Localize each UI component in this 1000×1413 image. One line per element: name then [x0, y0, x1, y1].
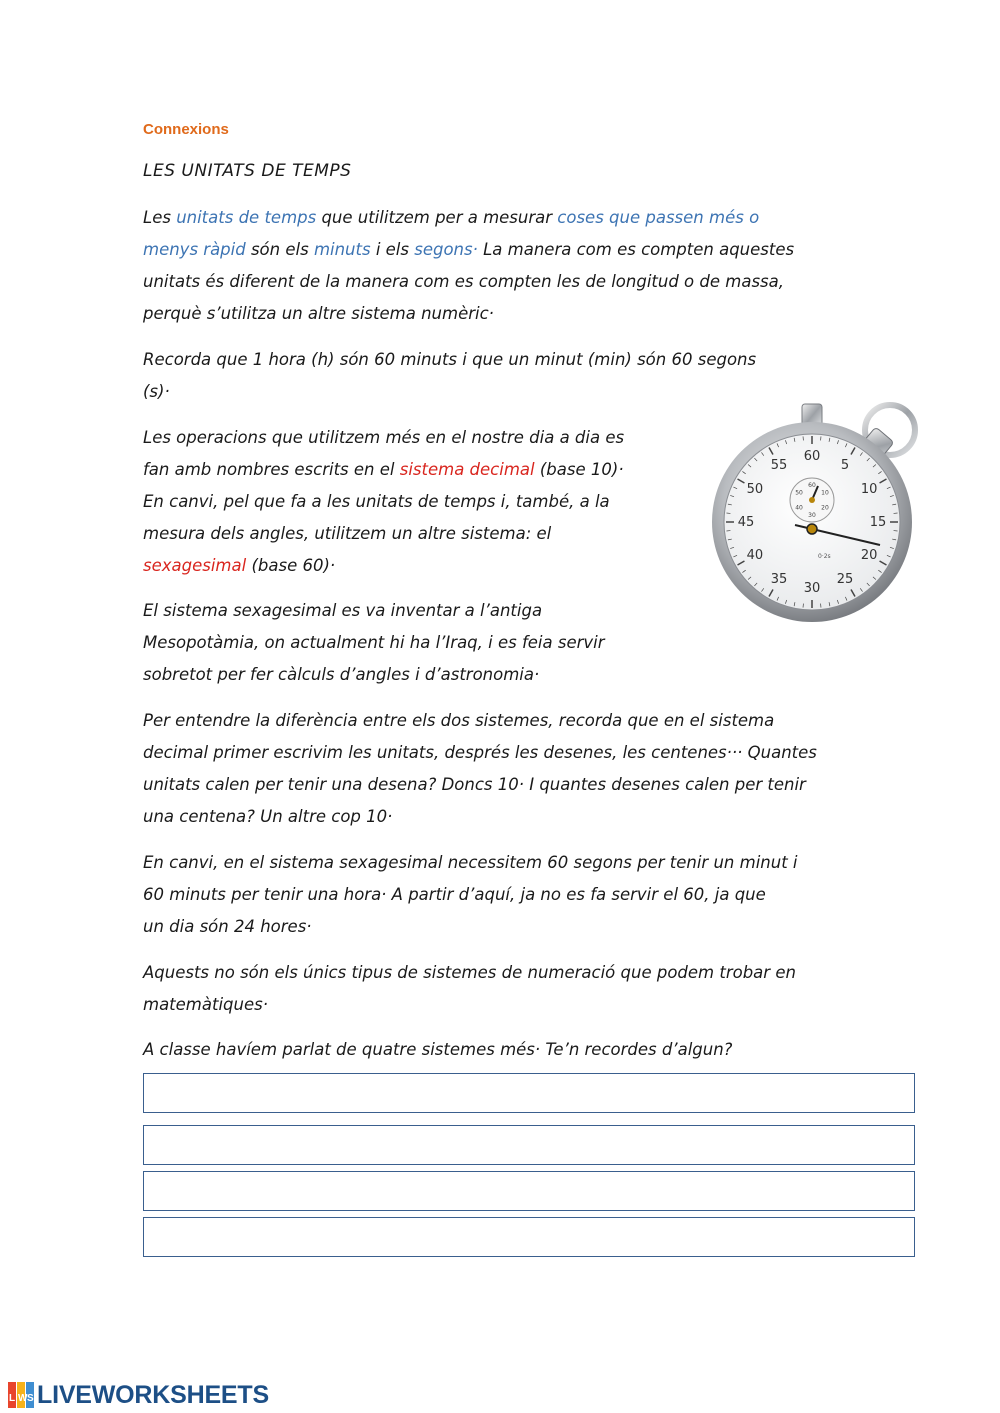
- stopwatch-dial-number: 25: [836, 572, 854, 588]
- question-text: A classe havíem parlat de quatre sistemes més· Te’n recordes d’algun?: [143, 1040, 733, 1059]
- stopwatch-subdial-number: 50: [795, 489, 803, 497]
- footer-brand: [8, 1380, 269, 1410]
- answer-box-3[interactable]: [143, 1171, 915, 1211]
- logo-letter-l: L: [9, 1393, 16, 1404]
- stopwatch-subdial-number: 10: [821, 489, 829, 497]
- stopwatch-dial-number: 60: [803, 449, 821, 464]
- stopwatch-subdial-pivot: [809, 497, 815, 503]
- stopwatch-dial-number: 30: [803, 581, 821, 596]
- liveworksheets-logo-icon: [8, 1382, 34, 1408]
- logo-letter-s: S: [27, 1393, 34, 1404]
- stopwatch-subdial-number: 40: [795, 504, 803, 512]
- answer-box-4[interactable]: [143, 1217, 915, 1257]
- stopwatch-center-pivot: [807, 524, 817, 534]
- highlight-minuts: minuts: [313, 240, 371, 259]
- highlight-unitats: unitats de temps: [176, 208, 317, 227]
- paragraph-intro: Les unitats de temps que utilitzem per a mesurar coses que passen més o menys ràpid són els minuts i els segons· La manera com es compten aquestes unitats és diferent de la manera com es compten les de longitud o de massa, perquè s’utilitza un altre sistema numèric·: [143, 208, 795, 323]
- stopwatch-dial-number: 50: [746, 482, 764, 497]
- stopwatch-dial-number: 20: [860, 548, 878, 563]
- paragraph-en-canvi: En canvi, en el sistema sexagesimal necessitem 60 segons per tenir un minut i 60 minuts per tenir una hora· A partir d’aquí, ja no es fa servir el 60, ja que un dia són 24 hores·: [143, 853, 798, 936]
- paragraph-mesopotamia: El sistema sexagesimal es va inventar a l’antiga Mesopotàmia, on actualment hi ha l’Iraq, i es feia servir sobretot per fer càlculs d’angles i d’astronomia·: [143, 601, 605, 684]
- paragraph-recorda: Recorda que 1 hora (h) són 60 minuts i que un minut (min) són 60 segons (s)·: [143, 350, 757, 401]
- answer-box-1[interactable]: [143, 1073, 915, 1113]
- footer-brand-text: LIVEWORKSHEETS: [37, 1380, 269, 1409]
- stopwatch-subdial-number: 30: [808, 512, 816, 519]
- stopwatch-image: [700, 400, 925, 625]
- stopwatch-dial-number: 55: [770, 457, 788, 473]
- stopwatch-dial-number: 40: [746, 548, 764, 563]
- stopwatch-dial-number: 10: [860, 482, 878, 497]
- stopwatch-subdial-number: 20: [821, 504, 829, 512]
- answer-box-2[interactable]: [143, 1125, 915, 1165]
- stopwatch-dial-number: 5: [840, 457, 850, 473]
- section-tag: Connexions: [143, 121, 229, 138]
- highlight-segons: segons·: [414, 240, 478, 259]
- highlight-sistema-decimal: sistema decimal: [399, 460, 535, 479]
- paragraph-operacions: Les operacions que utilitzem més en el nostre dia a dia es fan amb nombres escrits en el sistema decimal (base 10)· En canvi, pel que fa a les unitats de temps i, també, a la mesura dels angles, utilitzem un altre sistema: el sexagesimal (base 60)·: [143, 428, 625, 575]
- stopwatch-dial-number: 15: [869, 515, 887, 530]
- paragraph-aquests: Aquests no són els únics tipus de sistemes de numeració que podem trobar en matemàtiques·: [143, 963, 796, 1014]
- stopwatch-dial-number: 35: [770, 572, 788, 588]
- highlight-sexagesimal: sexagesimal: [143, 556, 247, 575]
- stopwatch-maker-mark: 0·2s: [818, 553, 831, 560]
- highlight-menys: menys ràpid: [143, 240, 246, 259]
- logo-letter-w: W: [18, 1393, 28, 1404]
- paragraph-diferencia: Per entendre la diferència entre els dos sistemes, recorda que en el sistema decimal primer escrivim les unitats, després les desenes, les centenes··· Quantes unitats calen per tenir una desena? Doncs 10· I quantes desenes calen per tenir una centena? Un altre cop 10·: [143, 711, 817, 826]
- stopwatch-dial-number: 45: [737, 515, 755, 530]
- highlight-coses: coses que passen més o: [557, 208, 760, 227]
- page-title: LES UNITATS DE TEMPS: [143, 161, 352, 181]
- stopwatch-subdial-number: 60: [808, 482, 816, 489]
